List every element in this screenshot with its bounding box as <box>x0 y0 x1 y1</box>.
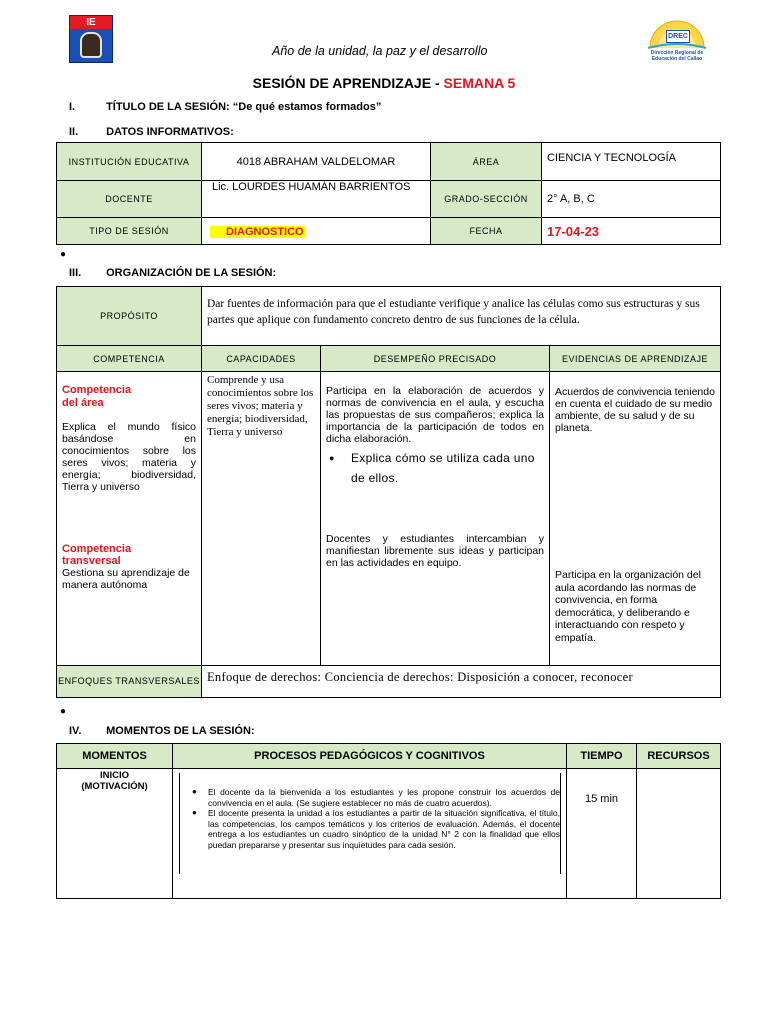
section-organizacion <box>69 267 276 279</box>
enfoques-value: Enfoque de derechos: Conciencia de derechos: Disposición a conocer, reconocer <box>202 666 721 698</box>
page-title-main: SESIÓN DE APRENDIZAJE - <box>252 75 440 91</box>
evidencia-text-2: Participa en la organización del aula acordando las normas de convivencia, en forma democrática, y deliberando e interactuando con respeto y empatía. <box>555 569 701 644</box>
grado-label: GRADO-SECCIÓN <box>431 181 542 218</box>
header-evidencias: EVIDENCIAS DE APRENDIZAJE <box>550 346 721 372</box>
section-datos <box>69 126 234 138</box>
grado-value: 2° A, B, C <box>542 181 721 218</box>
competencia-cell <box>57 372 202 666</box>
organizacion-table <box>56 286 721 698</box>
competencia-area-title: Competencia del área <box>62 384 132 409</box>
header-recursos: RECURSOS <box>637 744 721 769</box>
header-procesos: PROCESOS PEDAGÓGICOS Y COGNITIVOS <box>173 744 567 769</box>
header-competencia: COMPETENCIA <box>57 346 202 372</box>
enfoques-label: ENFOQUES TRANSVERSALES <box>57 666 202 698</box>
desempeno-text-1: Participa en la elaboración de acuerdos y normas de convivencia en el aula, y escucha las propuestas de sus compañeros; explica la importancia de la participación de todos en dicha elaboración. <box>326 385 544 445</box>
institucion-value: 4018 ABRAHAM VALDELOMAR <box>202 143 431 181</box>
evidencia-text-1: Acuerdos de convivencia teniendo en cuenta el cuidado de su medio ambiente, de su salud y de su planeta. <box>555 386 715 434</box>
proceso-item: ● El docente presenta la unidad a los estudiantes a partir de la situación significativa, el título, las competencias, los campos temáticos y los criterios de evaluación. Además, el docente entrega a los estudiantes un cuadro sinóptico de la unidad N° 2 con la finalidad que ellos puedan prepararse y presentar sus inquietudes para cada sesión. <box>180 808 560 850</box>
recursos-value <box>637 769 721 899</box>
tipo-value: DIAGNOSTICO <box>210 226 305 238</box>
desempeno-text-2: Docentes y estudiantes intercambian y manifiestan libremente sus ideas y participan en las actividades en equipo. <box>326 533 544 569</box>
drec-logo-caption: Dirección Regional de Educación del Callao <box>650 50 704 62</box>
header-desempeno: DESEMPEÑO PRECISADO <box>321 346 550 372</box>
header-capacidades: CAPACIDADES <box>202 346 321 372</box>
area-label: ÁREA <box>431 143 542 181</box>
procesos-box <box>179 773 561 874</box>
inicio-cell <box>57 769 173 899</box>
section-label: TÍTULO DE LA SESIÓN: <box>106 101 230 113</box>
datos-table <box>56 142 721 245</box>
tiempo-value: 15 min <box>567 769 637 899</box>
proceso-item: ● El docente da la bienvenida a los estudiantes y les propone construir los acuerdos de convivencia en el aula. (Se sugiere establecer no más de cuatro acuerdos). <box>180 787 560 808</box>
section-label: ORGANIZACIÓN DE LA SESIÓN: <box>106 267 277 279</box>
competencia-transversal-title: Competencia transversal <box>62 543 132 567</box>
section-number: III. <box>69 267 82 279</box>
inicio-subtitle: (MOTIVACIÓN) <box>81 781 148 792</box>
inicio-title: INICIO <box>99 770 130 781</box>
section-number: I. <box>69 101 76 113</box>
header-tiempo: TIEMPO <box>567 744 637 769</box>
school-logo-text: IE <box>70 16 112 29</box>
momentos-table <box>56 743 721 899</box>
fecha-label: FECHA <box>431 218 542 245</box>
fecha-value: 17-04-23 <box>542 218 721 245</box>
section-number: IV. <box>69 725 82 737</box>
section-momentos <box>69 725 255 737</box>
header-motto: Año de la unidad, la paz y el desarrollo <box>272 44 488 58</box>
session-title-value: “De qué estamos formados” <box>232 101 382 113</box>
competencia-transversal-text: Gestiona su aprendizaje de manera autónoma <box>62 567 190 591</box>
section-label: MOMENTOS DE LA SESIÓN: <box>106 725 255 737</box>
header-momentos: MOMENTOS <box>57 744 173 769</box>
procesos-cell <box>173 769 567 899</box>
drec-logo-text: DREC <box>666 30 690 43</box>
area-value: CIENCIA Y TECNOLOGÍA <box>542 143 721 181</box>
desempeno-cell <box>321 372 550 666</box>
institucion-label: INSTITUCIÓN EDUCATIVA <box>57 143 202 181</box>
stray-bullet: ● <box>60 249 67 260</box>
proposito-value: Dar fuentes de información para que el estudiante verifique y analice las células como sus estructuras y sus partes que aplique con fundamento concreto dentro de sus funciones de la célula. <box>202 287 721 346</box>
section-title <box>69 101 381 113</box>
drec-logo <box>644 10 710 66</box>
competencia-area-text: Explica el mundo físico basándose en conocimientos sobre los seres vivos; materia y energía; biodiversidad, Tierra y universo <box>62 421 196 493</box>
school-logo <box>69 15 113 63</box>
tipo-cell <box>202 218 431 245</box>
section-label: DATOS INFORMATIVOS: <box>106 126 234 138</box>
desempeno-bullet <box>326 448 544 488</box>
page-title-week: SEMANA 5 <box>443 75 516 91</box>
desempeno-bullet-text: Explica cómo se utiliza cada uno de ellos. <box>351 451 535 485</box>
docente-value: Lic. LOURDES HUAMÁN BARRIENTOS <box>202 181 431 218</box>
stray-bullet-2: ● <box>60 706 67 717</box>
section-number: II. <box>69 126 79 138</box>
tipo-label: TIPO DE SESIÓN <box>57 218 202 245</box>
docente-label: DOCENTE <box>57 181 202 218</box>
page-title <box>0 75 768 91</box>
evidencias-cell <box>550 372 721 666</box>
proposito-label: PROPÓSITO <box>57 287 202 346</box>
bullet-icon: ● <box>329 453 335 463</box>
capacidades-value: Comprende y usa conocimientos sobre los seres vivos; materia y energía; biodiversidad, Tierra y universo <box>202 372 321 666</box>
school-logo-portrait <box>80 32 102 58</box>
